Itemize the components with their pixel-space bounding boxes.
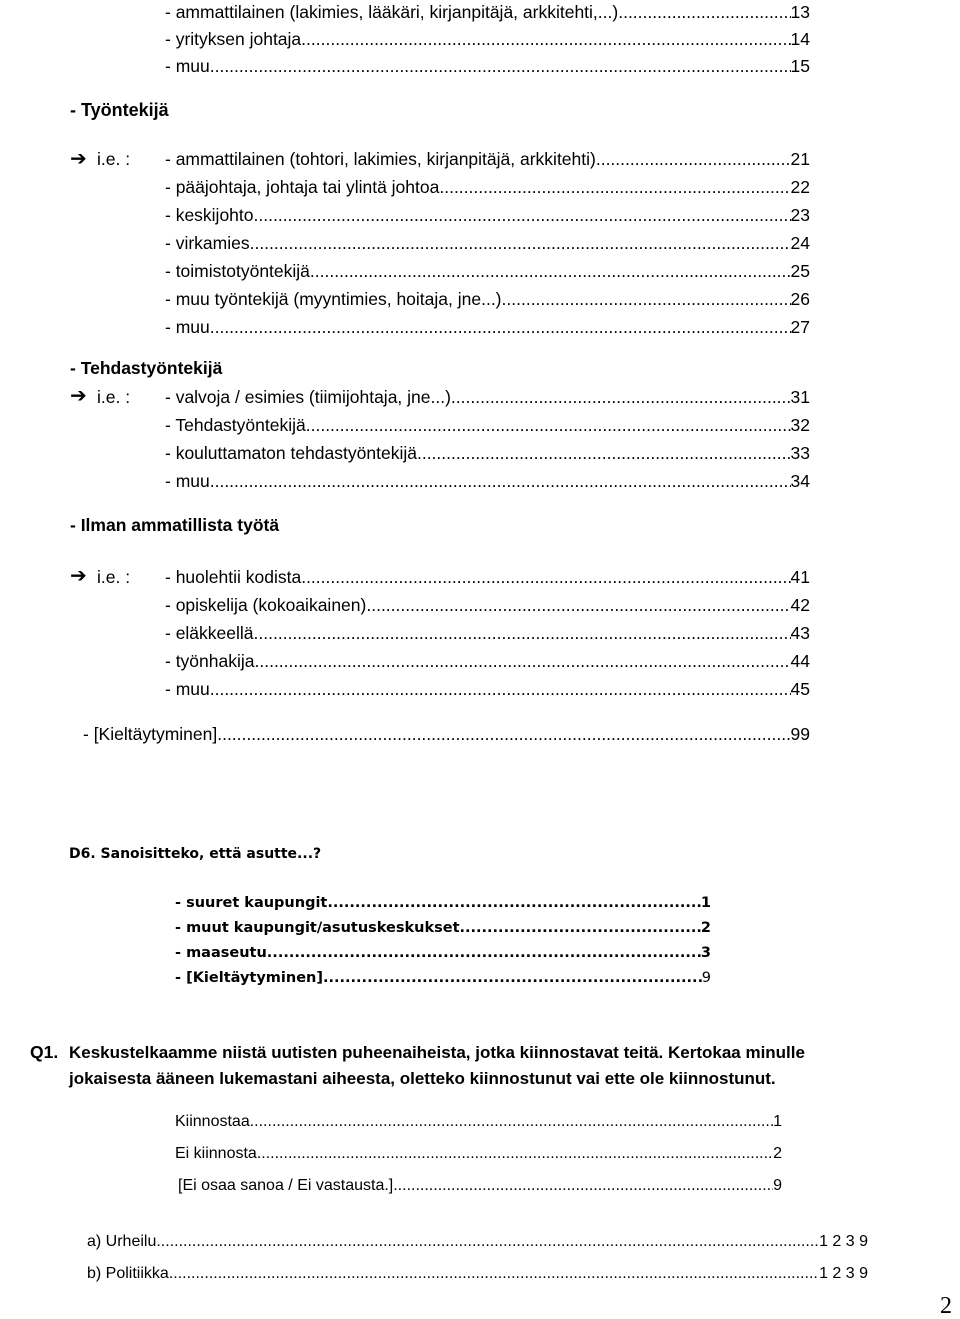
option-row bbox=[165, 31, 810, 49]
option-label: - Tehdastyöntekijä bbox=[165, 415, 306, 435]
option-label: Ei kiinnosta bbox=[175, 1145, 257, 1162]
option-row bbox=[165, 473, 810, 491]
arrow-right-icon: ➔ bbox=[70, 565, 87, 587]
option-label: - muu bbox=[165, 679, 210, 699]
topic-row bbox=[87, 1266, 868, 1282]
option-row bbox=[165, 58, 810, 76]
option-code: 21 bbox=[790, 149, 810, 169]
option-row bbox=[165, 291, 810, 309]
option-code: 33 bbox=[790, 443, 810, 463]
option-row bbox=[175, 1146, 782, 1162]
option-label: - eläkkeellä bbox=[165, 623, 254, 643]
option-label: - maaseutu bbox=[175, 945, 267, 961]
option-row bbox=[165, 179, 810, 197]
option-label: - [Kieltäytyminen] bbox=[175, 970, 323, 986]
option-code: 34 bbox=[790, 471, 810, 491]
option-code: 31 bbox=[790, 387, 810, 407]
option-label: - muu bbox=[165, 56, 210, 76]
option-row bbox=[165, 263, 810, 281]
option-row bbox=[165, 151, 810, 169]
option-code: 45 bbox=[790, 679, 810, 699]
option-label: - toimistotyöntekijä bbox=[165, 261, 310, 281]
option-label: Kiinnostaa bbox=[175, 1113, 250, 1130]
option-code: 25 bbox=[790, 261, 810, 281]
option-label: - [Kieltäytyminen] bbox=[83, 724, 218, 744]
option-row bbox=[178, 1178, 782, 1194]
option-code: 26 bbox=[790, 289, 810, 309]
option-label: - yrityksen johtaja bbox=[165, 29, 302, 49]
arrow-right-icon: ➔ bbox=[70, 148, 87, 170]
option-label: - valvoja / esimies (tiimijohtaja, jne...) bbox=[165, 387, 451, 407]
question-q1-line2: jokaisesta ääneen lukemastani aiheesta, oletteko kiinnostunut vai ette ole kiinnostunut. bbox=[69, 1069, 776, 1088]
option-code: 9 bbox=[773, 1177, 782, 1194]
option-row bbox=[165, 389, 810, 407]
option-row bbox=[175, 921, 711, 936]
question-q1-line1: Keskustelkaamme niistä uutisten puheenaiheista, jotka kiinnostavat teitä. Kertokaa minulle bbox=[69, 1043, 805, 1062]
option-code: 2 bbox=[773, 1145, 782, 1162]
option-row bbox=[165, 569, 810, 587]
option-code: 44 bbox=[790, 651, 810, 671]
option-label: [Ei osaa sanoa / Ei vastausta.] bbox=[178, 1177, 394, 1194]
option-label: - muu bbox=[165, 317, 210, 337]
option-row bbox=[165, 4, 810, 22]
option-code: 1 bbox=[700, 895, 711, 911]
option-code: 1 2 3 9 bbox=[819, 1265, 868, 1282]
option-label: - huolehtii kodista bbox=[165, 567, 302, 587]
section-heading-tehdas: - Tehdastyöntekijä bbox=[70, 358, 223, 378]
page-number: 2 bbox=[940, 1293, 952, 1319]
question-d6: D6. Sanoisitteko, että asutte...? bbox=[69, 846, 322, 862]
option-label: - muu bbox=[165, 471, 210, 491]
option-code: 1 2 3 9 bbox=[819, 1233, 868, 1250]
option-label: - kouluttamaton tehdastyöntekijä bbox=[165, 443, 417, 463]
option-code: 41 bbox=[790, 567, 810, 587]
option-label: - ammattilainen (lakimies, lääkäri, kirjanpitäjä, arkkitehti,...) bbox=[165, 2, 619, 22]
arrow-right-icon: ➔ bbox=[70, 385, 87, 407]
option-row bbox=[165, 207, 810, 225]
option-row bbox=[175, 971, 711, 986]
refusal-row bbox=[83, 726, 810, 744]
option-code: 43 bbox=[790, 623, 810, 643]
ie-label: i.e. : bbox=[97, 387, 131, 407]
option-code: 14 bbox=[790, 29, 810, 49]
option-code: 99 bbox=[790, 724, 810, 744]
option-code: 15 bbox=[790, 56, 810, 76]
ie-label: i.e. : bbox=[97, 567, 131, 587]
option-row bbox=[165, 445, 810, 463]
question-q1-number: Q1. bbox=[30, 1042, 59, 1062]
option-code: 32 bbox=[790, 415, 810, 435]
option-label: - työnhakija bbox=[165, 651, 255, 671]
option-code: 22 bbox=[790, 177, 810, 197]
option-row bbox=[165, 235, 810, 253]
option-code: 42 bbox=[790, 595, 810, 615]
option-label: - ammattilainen (tohtori, lakimies, kirjanpitäjä, arkkitehti) bbox=[165, 149, 596, 169]
ie-label: i.e. : bbox=[97, 149, 131, 169]
option-code: 27 bbox=[790, 317, 810, 337]
option-row bbox=[165, 681, 810, 699]
topic-row bbox=[87, 1234, 868, 1250]
option-row bbox=[175, 896, 711, 911]
option-row bbox=[175, 1114, 782, 1130]
option-label: - virkamies bbox=[165, 233, 250, 253]
option-code: 24 bbox=[790, 233, 810, 253]
option-row bbox=[175, 946, 711, 961]
option-code: 2 bbox=[700, 920, 711, 936]
option-code: 13 bbox=[790, 2, 810, 22]
option-label: - muut kaupungit/asutuskeskukset bbox=[175, 920, 460, 936]
option-row bbox=[165, 417, 810, 435]
option-label: - keskijohto bbox=[165, 205, 254, 225]
option-row bbox=[165, 597, 810, 615]
option-row bbox=[165, 319, 810, 337]
option-label: - muu työntekijä (myyntimies, hoitaja, jne...) bbox=[165, 289, 502, 309]
option-label: - suuret kaupungit bbox=[175, 895, 328, 911]
option-label: b) Politiikka bbox=[87, 1265, 169, 1282]
option-code: 9 bbox=[701, 970, 711, 986]
option-row bbox=[165, 653, 810, 671]
option-code: 3 bbox=[700, 945, 711, 961]
option-label: a) Urheilu bbox=[87, 1233, 157, 1250]
option-row bbox=[165, 625, 810, 643]
section-heading-tyontekija: - Työntekijä bbox=[70, 100, 169, 120]
option-label: - pääjohtaja, johtaja tai ylintä johtoa bbox=[165, 177, 440, 197]
section-heading-ilman: - Ilman ammatillista työtä bbox=[70, 515, 280, 535]
option-label: - opiskelija (kokoaikainen) bbox=[165, 595, 367, 615]
option-code: 1 bbox=[773, 1113, 782, 1130]
option-code: 23 bbox=[790, 205, 810, 225]
